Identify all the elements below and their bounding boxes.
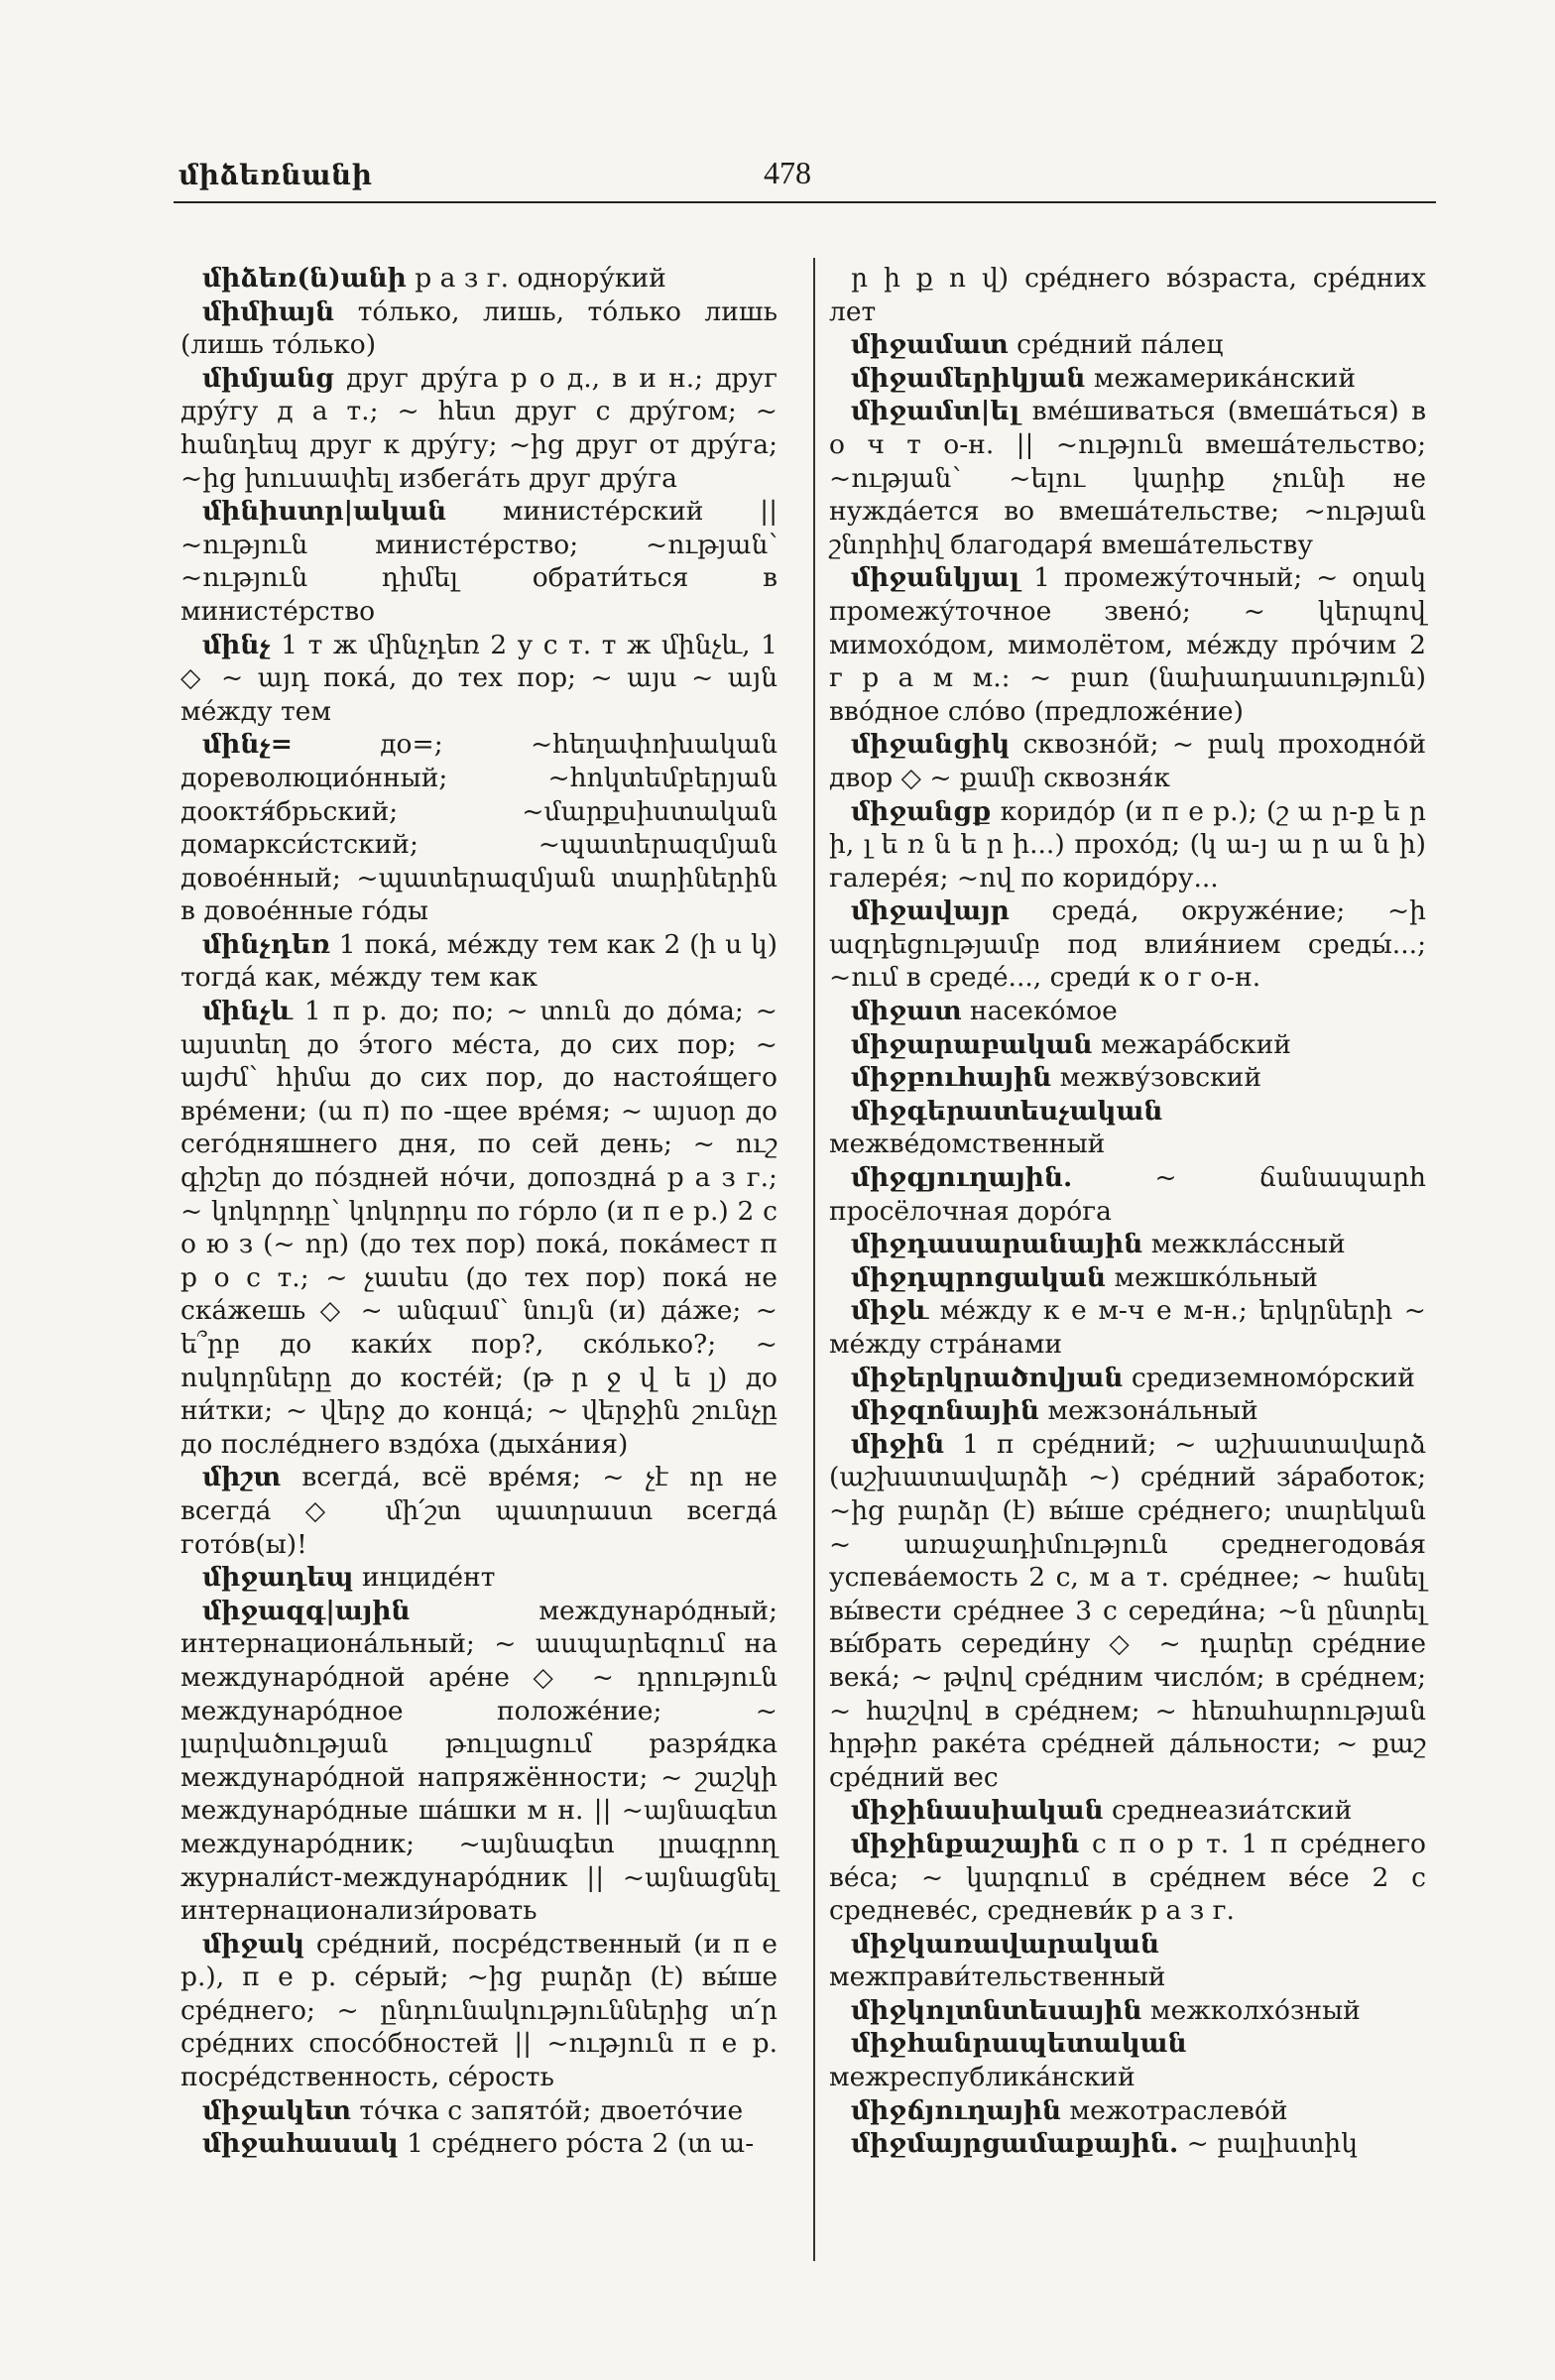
running-head: միձեռնանի xyxy=(179,159,373,191)
headword: միջարաբական xyxy=(851,1028,1093,1060)
definition-text: межколхо́зный xyxy=(1141,1994,1361,2026)
dictionary-entry xyxy=(829,894,1426,995)
dictionary-entry xyxy=(829,795,1426,895)
headword: միջամտ|ել xyxy=(851,396,1020,427)
dictionary-entry xyxy=(829,1994,1426,2028)
definition-text: межправи́тельственный xyxy=(829,1962,1166,1993)
definition-text: 1 п р. до; по; ~ տուն до до́ма; ~ այստեղ до э́того ме́ста, до сих пор; ~ այժմ՝ հիմա до сих пор, до настоя́щего вре́мени; (ա п) по -щее вре́мя; ~ այսօր до сего́дняшнего дня, по сей день; ~ ուշ գիշեր до по́здней но́чи, допоздна́ р а з г.; ~ կոկորդը՝ կոկորդս по го́рло (и п е р.) 2 с о ю з (~ որ) (до тех пор) пока́, пока́мест п р о с т.; ~ չասես (до тех пор) пока́ не ска́жешь ◇ ~ անգամ՝ նույն (и) да́же; ~ ե՞րբ до каки́х пор?, ско́лько?; ~ ոսկորները до косте́й; (թ ր ջ վ ե լ) до ни́тки; ~ վերջ до конца́; ~ վերջին շունչը до после́днего вздо́ха (дыха́ния) xyxy=(180,996,778,1460)
headword: միջերկրածովյան xyxy=(851,1362,1124,1393)
right-column xyxy=(829,262,1426,2161)
headword: միջզոնային xyxy=(851,1395,1040,1427)
definition-text: ме́жду к е м-ч е м-н.; երկրների ~ ме́жду стра́нами xyxy=(829,1295,1426,1360)
headword: միջանցք xyxy=(851,795,992,827)
definition-text: межамерика́нский xyxy=(1085,362,1357,394)
dictionary-entry xyxy=(180,1561,778,1595)
headword: միջակ xyxy=(202,1928,305,1960)
dictionary-entry xyxy=(180,2127,778,2161)
headword: միջազգ|ային xyxy=(202,1595,411,1626)
left-column xyxy=(180,262,778,2161)
definition-text: средиземномо́рский xyxy=(1123,1362,1415,1393)
definition-text: то́чка с запято́й; двоето́чие xyxy=(350,2094,744,2126)
headword: միջահասակ xyxy=(202,2128,399,2160)
headword: միձեռ(ն)անի xyxy=(202,263,407,294)
header-rule xyxy=(174,201,1436,203)
dictionary-entry xyxy=(180,1595,778,1928)
definition-text: 1 п сре́дний; ~ աշխատավարձ (աշխատավարձի ~) сре́дний за́работок; ~ից բարձր (է) вы́ше сре́днего; տարեկան ~ առաջադիմություն среднегодова́я успева́емость 2 с, м а т. сре́днее; ~ հանել вы́вести сре́днее 3 с середи́на; ~ն ընտրել вы́брать середи́ну ◇ ~ դարեր сре́дние века́; ~ թվով сре́дним число́м; в сре́днем; ~ հաշվով в сре́днем; ~ հեռահարության հրթիռ раке́та сре́дней да́льности; ~ քաշ сре́дний вес xyxy=(829,1428,1426,1793)
headword: միջադեպ xyxy=(202,1562,354,1594)
dictionary-entry xyxy=(829,1294,1426,1361)
headword: միջճյուղային xyxy=(851,2094,1062,2126)
definition-text: межкла́ссный xyxy=(1142,1229,1346,1260)
headword: մինիստր|ական xyxy=(202,496,447,528)
dictionary-entry xyxy=(829,362,1426,396)
definition-text: межара́бский xyxy=(1092,1028,1291,1060)
headword: միշտ xyxy=(202,1462,282,1493)
dictionary-entry xyxy=(180,495,778,628)
definition-text: р а з г. однору́кий xyxy=(406,263,666,294)
definition-text: 1 пока́, ме́жду тем как 2 (ի ս կ) тогда́ как, ме́жду тем как xyxy=(180,928,778,994)
headword: միջդպրոցական xyxy=(851,1261,1107,1293)
headword: միջակետ xyxy=(202,2094,351,2126)
dictionary-entry xyxy=(829,328,1426,362)
headword: միջամերիկյան xyxy=(851,362,1086,394)
definition-text: сре́дний, посре́дственный (и п е р.), п е р. се́рый; ~ից բարձր (է) вы́ше сре́днего; ~ ընդունակություններից տ՛ր сре́дних спосо́бностей || ~ություն п е р. посре́дственность, се́рость xyxy=(180,1928,778,2093)
headword: միջև xyxy=(851,1295,929,1327)
definition-text: ~ բալիստիկ xyxy=(1178,2128,1358,2160)
definition-text: межве́домственный xyxy=(829,1129,1106,1160)
dictionary-entry xyxy=(180,296,778,362)
dictionary-entry xyxy=(180,995,778,1461)
headword: միջբուհային xyxy=(851,1062,1052,1094)
definition-text: междунаро́дный; интернациона́льный; ~ ասպարեզում на междунаро́дной аре́не ◇ ~ դրություն междунаро́дное положе́ние; ~ լարվածության թուլացում разря́дка междунаро́дной напряжённости; ~ շաշկի междунаро́дные ша́шки м н. || ~այնագետ междунаро́дник; ~այնագետ լրագրող журнали́ст-междунаро́дник || ~այնացնել интернационализи́ровать xyxy=(180,1595,778,1927)
definition-text: среда́, окруже́ние; ~ի ազդեցությամբ под влия́нием среды́...; ~ում в среде́..., среди́ к о г о-н. xyxy=(829,895,1426,994)
headword: մինչդեռ xyxy=(202,928,330,960)
definition-text: 1 промежу́точный; ~ օղակ промежу́точное звено́; ~ կերպով мимохо́дом, мимолётом, ме́жду про́чим 2 г р а м м.: ~ բառ (նախադասություն) вво́дное сло́во (предложе́ние) xyxy=(829,562,1426,727)
dictionary-entry xyxy=(829,395,1426,561)
dictionary-entry xyxy=(829,995,1426,1028)
dictionary-entry xyxy=(829,2094,1426,2128)
definition-text: коридо́р (и п е р.); (շ ա ր-ք ե ր ի, լ ե ռ ն ե ր ի...) прохо́д; (կ ա-յ ա ր ա ն ի) галере́я; ~ով по коридо́ру... xyxy=(829,795,1426,893)
headword: միջինքաշային xyxy=(851,1828,1080,1859)
dictionary-entry xyxy=(180,1928,778,2094)
definition-text: сквозно́й; ~ բակ проходно́й двор ◇ ~ քամի сквозня́к xyxy=(829,729,1426,793)
definition-text: ~ ճանապարհ просёлочная доро́га xyxy=(829,1162,1426,1227)
dictionary-entry xyxy=(180,928,778,995)
headword: միջանցիկ xyxy=(851,729,1011,761)
headword: միջինասիական xyxy=(851,1795,1104,1827)
definition-text: то́лько, лишь, то́лько лишь (лишь то́лько) xyxy=(180,296,778,361)
dictionary-entry xyxy=(829,1061,1426,1095)
headword: միջամատ xyxy=(851,329,1009,361)
definition-text: министе́рский || ~ություն министе́рство; ~ության՝ ~ություն դիմել обрати́ться в министе́рство xyxy=(180,496,778,627)
headword: միջատ xyxy=(851,996,962,1027)
dictionary-entry xyxy=(180,1461,778,1561)
definition-text: инциде́нт xyxy=(353,1562,496,1594)
dictionary-entry xyxy=(180,262,778,296)
definition-text: до=; ~հեղափոխական дореволюцио́нный; ~հոկտեմբերյան дооктя́брьский; ~մարքսիստական домаркси́стский; ~պատերազմյան довое́нный; ~պատերազմյան տարիներին в довое́нные го́ды xyxy=(180,729,778,927)
headword: միջին xyxy=(851,1428,945,1460)
definition-text: 1 т ж մինչդեռ 2 у с т. т ж մինչև, 1 ◇ ~ այդ пока́, до тех пор; ~ այս ~ այն ме́жду тем xyxy=(180,629,778,727)
definition-text: вме́шиваться (вмеша́ться) в о ч т о-н. || ~ություն вмеша́тельство; ~ության՝ ~ելու կարիք չունի не нужда́ется во вмеша́тельстве; ~ության շնորհիվ благодаря́ вмеша́тельству xyxy=(829,396,1426,560)
dictionary-entry xyxy=(829,1362,1426,1395)
dictionary-entry xyxy=(829,1928,1426,1994)
dictionary-entry xyxy=(829,1095,1426,1161)
headword: միջկառավարական xyxy=(851,1928,1160,1960)
headword: միմյանց xyxy=(202,362,334,394)
dictionary-entry xyxy=(829,1261,1426,1295)
definition-text: 1 сре́днего ро́ста 2 (տ ա- xyxy=(398,2128,755,2160)
headword: միջմայրցամաքային. xyxy=(851,2128,1179,2160)
dictionary-entry xyxy=(180,728,778,928)
headword: միջգերատեսչական xyxy=(851,1095,1163,1127)
definition-text: среднеазиа́тский xyxy=(1103,1795,1353,1827)
dictionary-entry xyxy=(180,2094,778,2128)
dictionary-entry xyxy=(829,728,1426,794)
dictionary-entry xyxy=(829,1428,1426,1795)
headword: միջդասարանային xyxy=(851,1229,1143,1260)
definition-text: межву́зовский xyxy=(1051,1062,1262,1094)
definition-text: межшко́льный xyxy=(1106,1261,1318,1293)
definition-text: межреспублика́нский xyxy=(829,2062,1136,2093)
headword: մինչ xyxy=(202,629,271,660)
definition-text: с п о р т. 1 п сре́днего ве́са; ~ կարգում в сре́днем ве́се 2 с средневе́с, средневи́к р а з г. xyxy=(829,1828,1426,1927)
headword: մինչ= xyxy=(202,729,293,761)
dictionary-entry xyxy=(829,1228,1426,1261)
definition-text: межзона́льный xyxy=(1039,1395,1258,1427)
dictionary-entry xyxy=(829,262,1426,328)
dictionary-entry xyxy=(829,1394,1426,1428)
headword: միջկոլտնտեսային xyxy=(851,1994,1142,2026)
headword: միջավայր xyxy=(851,895,1010,927)
definition-text: межотраслево́й xyxy=(1061,2094,1288,2126)
dictionary-entry xyxy=(829,1028,1426,1062)
headword: միջանկյալ xyxy=(851,562,1020,594)
headword: միջգյուղային. xyxy=(851,1162,1073,1194)
dictionary-entry xyxy=(829,561,1426,728)
definition-text: друг дру́га р о д., в и н.; друг дру́гу д а т.; ~ հետ друг с дру́гом; ~ հանդեպ друг к дру́гу; ~ից друг от дру́га; ~ից խուսափել избега́ть друг дру́га xyxy=(180,362,778,494)
headword: միջհանրապետական xyxy=(851,2028,1187,2060)
definition-text: ր ի ք ո վ) сре́днего во́зраста, сре́дних лет xyxy=(829,263,1426,327)
dictionary-entry xyxy=(829,1828,1426,1928)
headword: միմիայն xyxy=(202,296,335,327)
dictionary-entry xyxy=(829,1161,1426,1228)
dictionary-entry xyxy=(829,2127,1426,2161)
dictionary-entry xyxy=(829,1794,1426,1828)
definition-text: сре́дний па́лец xyxy=(1008,329,1224,361)
headword: մինչև xyxy=(202,996,293,1027)
dictionary-entry xyxy=(180,362,778,495)
column-divider xyxy=(813,258,815,2261)
page-number: 478 xyxy=(764,155,811,190)
definition-text: всегда́, всё вре́мя; ~ չէ որ не всегда́ ◇ մի՛շտ պատրաստ всегда́ гото́в(ы)! xyxy=(180,1462,778,1560)
definition-text: насеко́мое xyxy=(961,996,1118,1027)
dictionary-entry xyxy=(829,2027,1426,2093)
dictionary-entry xyxy=(180,629,778,729)
